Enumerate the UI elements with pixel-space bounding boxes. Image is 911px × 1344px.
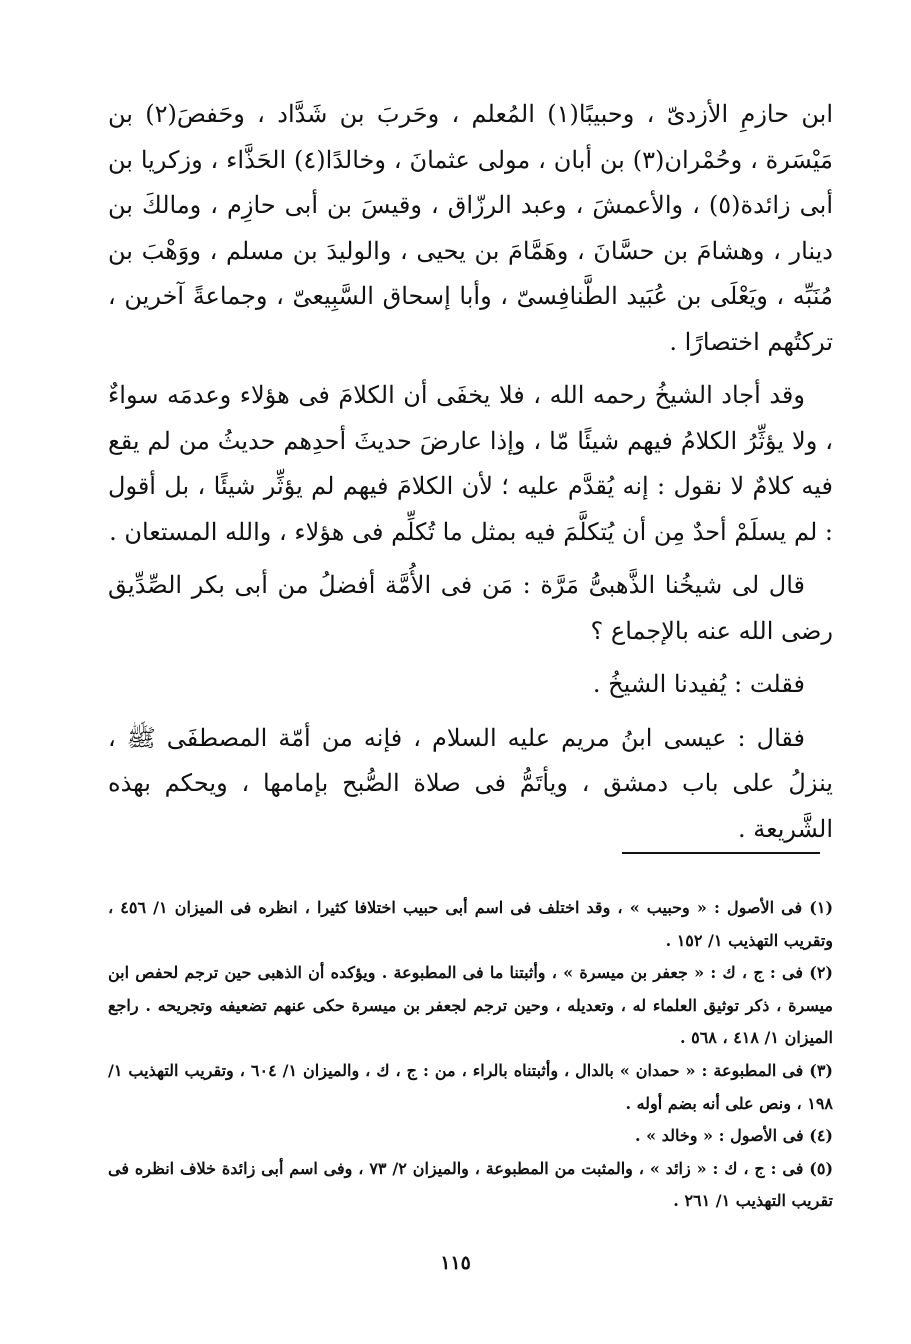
footnote-2: (٢) فى : ج ، ك : « جعفر بن ميسرة » ، وأثبتنا ما فى المطبوعة . ويؤكده أن الذهبى حين ترجم لحفص ابن ميسرة ، ذكر توثيق العلماء له ، وتعديله ، وحين ترجم لجعفر بن ميسرة حكى عنهم تضعيفه وتجريحه . راجع الميزان ١/ ٤١٨ ، ٥٦٨ . xyxy=(108,963,833,1048)
footnotes xyxy=(108,892,833,1218)
footnote-5: (٥) فى : ج ، ك : « زائد » ، والمثبت من المطبوعة ، والميزان ٢/ ٧٣ ، وفى اسم أبى زائدة خلاف انظره فى تقريب التهذيب ١/ ٢٦١ . xyxy=(108,1158,834,1211)
paragraph-reply: فقلت : يُفيدنا الشيخُ . xyxy=(592,670,805,698)
footnote-1: (١) فى الأصول : « وحبيب » ، وقد اختلف فى اسم أبى حبيب اختلافا كثيرا ، انظره فى الميزان ١/ ٤٥٦ ، وتقريب التهذيب ١/ ١٥٢ . xyxy=(108,898,834,950)
paragraph-answer: فقال : عيسى ابنُ مريم عليه السلام ، فإنه من أمّة المصطفَى ﷺ ، ينزلُ على باب دمشق ، ويأتَمُّ فى صلاة الصُّبح بإمامها ، ويحكم بهذه الشَّريعة . xyxy=(108,723,833,843)
footnote-divider xyxy=(622,852,820,854)
paragraph-commentary: وقد أجاد الشيخُ رحمه الله ، فلا يخفَى أن الكلامَ فى هؤلاء وعدمَه سواءٌ ، ولا يؤثِّرُ الكلامُ فيهم شيئًا مّا ، وإذا عارضَ حديثَ أحدِهم حديثُ من لم يقع فيه كلامٌ لا نقول : إنه يُقدَّم عليه ؛ لأن الكلامَ فيهم لم يؤثِّر شيئًا ، بل أقول : لم يسلَمْ أحدٌ مِن أن يُتكلَّمَ فيه بمثل ما تُكلِّم فى هؤلاء ، والله المستعان . xyxy=(108,381,833,546)
footnote-3: (٣) فى المطبوعة : « حمدان » بالدال ، وأثبتناه بالراء ، من : ج ، ك ، والميزان ١/ ٦٠٤ ، وتقريب التهذيب ١/ ١٩٨ ، ونص على أنه بضم أوله . xyxy=(108,1060,833,1113)
page-number: ١١٥ xyxy=(440,1252,471,1274)
footnote-4: (٤) فى الأصول : « وخالد » . xyxy=(634,1126,833,1146)
paragraph-narrators-list: ابن حازمِ الأزدىّ ، وحبيبًا(١) المُعلم ، وحَربَ بن شَدَّاد ، وحَفصَ(٢) بن مَيْسَرة ، وحُمْران(٣) بن أبان ، مولى عثمانَ ، وخالدًا(٤) الحَذَّاء ، وزكريا بن أبى زائدة(٥) ، والأعمشَ ، وعبد الرزّاق ، وقيسَ بن أبى حازِم ، ومالكَ بن دينار ، وهشامَ بن حسَّانَ ، وهَمَّامَ بن يحيى ، والوليدَ بن مسلم ، ووَهْبَ بن مُنَبِّه ، ويَعْلَى بن عُبَيد الطَّنافِسىّ ، وأبا إسحاق السَّبِيعىّ ، وجماعةً آخرين ، تركتُهم اختصارًا . xyxy=(108,100,834,356)
paragraph-dhahabi-question: قال لى شيخُنا الذَّهبىُّ مَرَّة : مَن فى الأُمَّة أفضلُ من أبى بكر الصِّدِّيق رضى الله عنه بالإجماع ؟ xyxy=(108,571,833,645)
main-text xyxy=(108,92,833,852)
